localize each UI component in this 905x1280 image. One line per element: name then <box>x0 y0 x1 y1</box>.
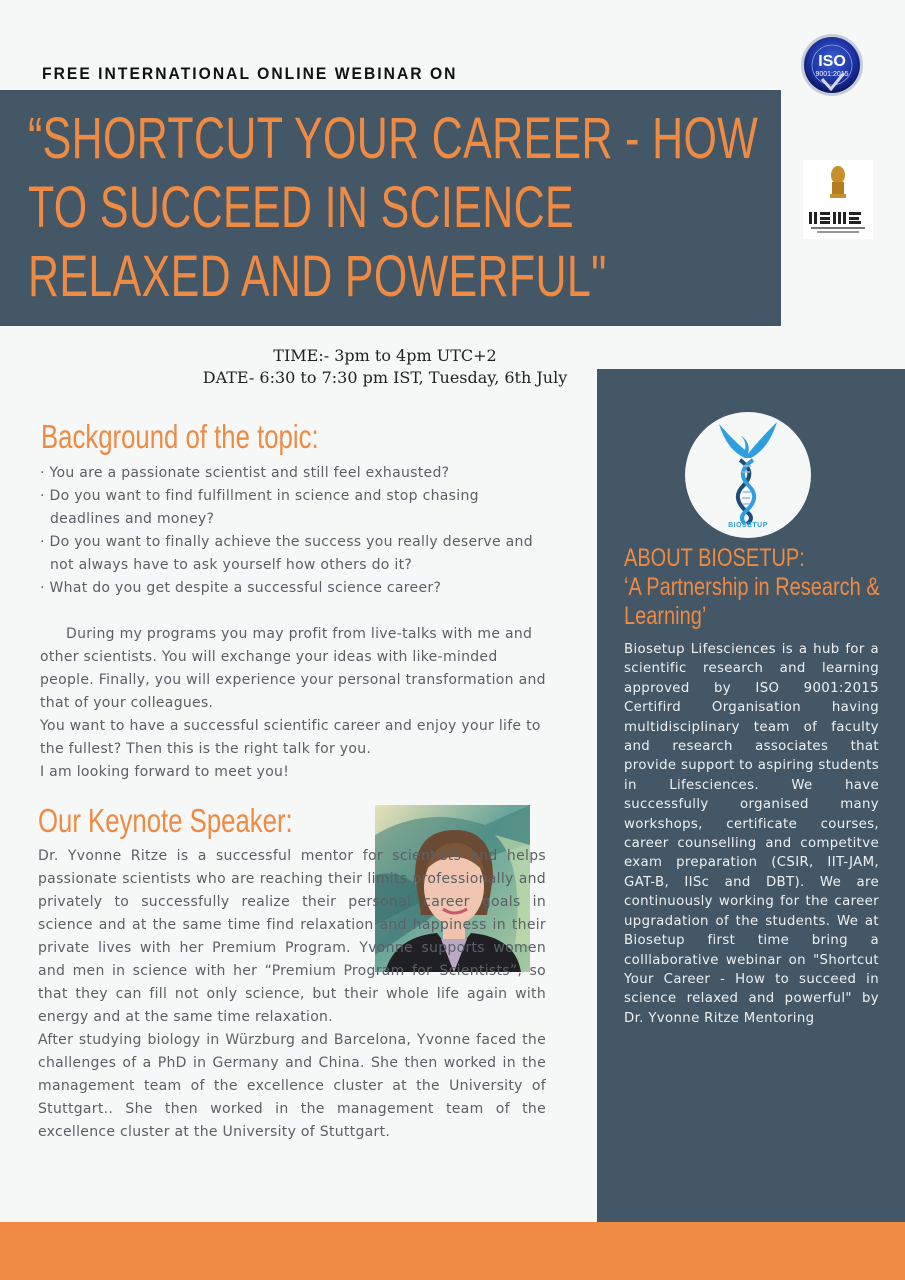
paragraph: Dr. Yvonne Ritze is a successful mentor for scientists and helps passionate scientists who are reaching their limits professionally and privately to successfully realize their personal career goals in science and at the same time find relaxation and happiness in their private lives with her Premium Program. Yvonne supports women and men in science with her “Premium Program for Scientists”, so that they can fill not only science, but their whole life again with energy and at the same time relaxation. <box>38 848 546 1025</box>
bullet-item: · Do you want to finally achieve the success you really deserve and not always have to ask yourself how others do it? <box>40 534 533 573</box>
biosetup-logo-text: BIOSETUP <box>728 522 768 529</box>
svg-text:9001:2015: 9001:2015 <box>815 71 849 78</box>
svg-text:ISO: ISO <box>818 53 846 70</box>
title-banner <box>0 90 781 326</box>
msme-logo <box>803 160 873 239</box>
bullet-item: · What do you get despite a successful science career? <box>40 580 442 596</box>
about-heading-line1: ABOUT BIOSETUP: <box>624 544 805 572</box>
webinar-kicker: FREE INTERNATIONAL ONLINE WEBINAR ON <box>42 64 458 83</box>
paragraph: After studying biology in Würzburg and Barcelona, Yvonne faced the challenges of a PhD in Germany and China. She then worked in the management team of the excellence cluster at the University of Stuttgart.. She then worked in the management team of the excellence cluster at the University of Stuttgart. <box>38 1032 546 1140</box>
about-sidebar <box>597 369 905 1222</box>
about-body: Biosetup Lifesciences is a hub for a scientific research and learning approved by ISO 9001:2015 Certifird Organisation having multidisciplinary team of faculty and research associates that provide support to aspiring students in Lifesciences. We have successfully organised many workshops, certificate courses, career counselling and competitve exam preparation (CSIR, IIT-JAM, GAT-B, IISc and DBT). We are continuously working for the career upgradation of the students. We at Biosetup first time bring a colllaborative webinar on "Shortcut Your Career - How to succeed in science relaxed and powerful" by Dr. Yvonne Ritze Mentoring <box>624 642 879 1026</box>
iso-certification-logo <box>800 29 864 101</box>
footer-bar <box>0 1222 905 1280</box>
time-text: TIME:- 3pm to 4pm UTC+2 <box>273 346 497 365</box>
about-heading-line2: ‘A Partnership in Research & Learning’ <box>624 573 880 630</box>
date-text: DATE- 6:30 to 7:30 pm IST, Tuesday, 6th July <box>202 368 568 387</box>
biosetup-logo <box>685 412 811 538</box>
speaker-heading: Our Keynote Speaker: <box>38 802 293 839</box>
speaker-bio <box>38 845 546 1144</box>
background-heading: Background of the topic: <box>41 418 319 455</box>
paragraph: I am looking forward to meet you! <box>40 764 290 780</box>
schedule-info <box>160 345 610 389</box>
about-heading <box>624 544 905 631</box>
bullet-item: · Do you want to find fulfillment in science and stop chasing deadlines and money? <box>40 488 479 527</box>
webinar-title: “SHORTCUT YOUR CAREER - HOW TO SUCCEED IN SCIENCE RELAXED AND POWERFUL" <box>28 106 759 309</box>
paragraph: During my programs you may profit from live-talks with me and other scientists. You will exchange your ideas with like-minded people. Finally, you will experience your personal transformation and that of your colleagues. <box>40 626 546 711</box>
background-bullet-list <box>40 462 560 600</box>
bullet-item: · You are a passionate scientist and still feel exhausted? <box>40 465 450 481</box>
background-description <box>40 623 555 784</box>
paragraph: You want to have a successful scientific career and enjoy your life to the fullest? Then this is the right talk for you. <box>40 718 541 757</box>
